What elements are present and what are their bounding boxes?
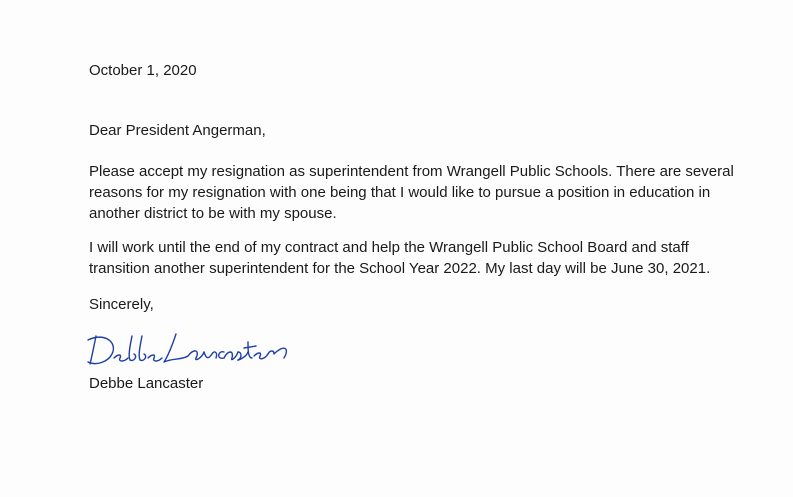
letter-closing: Sincerely, (89, 296, 154, 313)
handwritten-signature (84, 328, 294, 370)
paragraph-1-line-2: reasons for my resignation with one being that I would like to pursue a position in education in (89, 184, 711, 201)
letter-paragraph-2 (89, 237, 710, 279)
paragraph-2-line-1: I will work until the end of my contract and help the Wrangell Public School Board and staff (89, 239, 689, 256)
paragraph-2-line-2: transition another superintendent for the School Year 2022. My last day will be June 30, 2021. (89, 260, 711, 277)
letter-paragraph-1 (89, 161, 734, 224)
letter-salutation: Dear President Angerman, (89, 122, 266, 139)
signer-name: Debbe Lancaster (89, 375, 204, 392)
paragraph-1-line-1: Please accept my resignation as superintendent from Wrangell Public Schools. There are several (89, 163, 734, 180)
letter-date: October 1, 2020 (89, 62, 197, 79)
paragraph-1-line-3: another district to be with my spouse. (89, 205, 337, 222)
